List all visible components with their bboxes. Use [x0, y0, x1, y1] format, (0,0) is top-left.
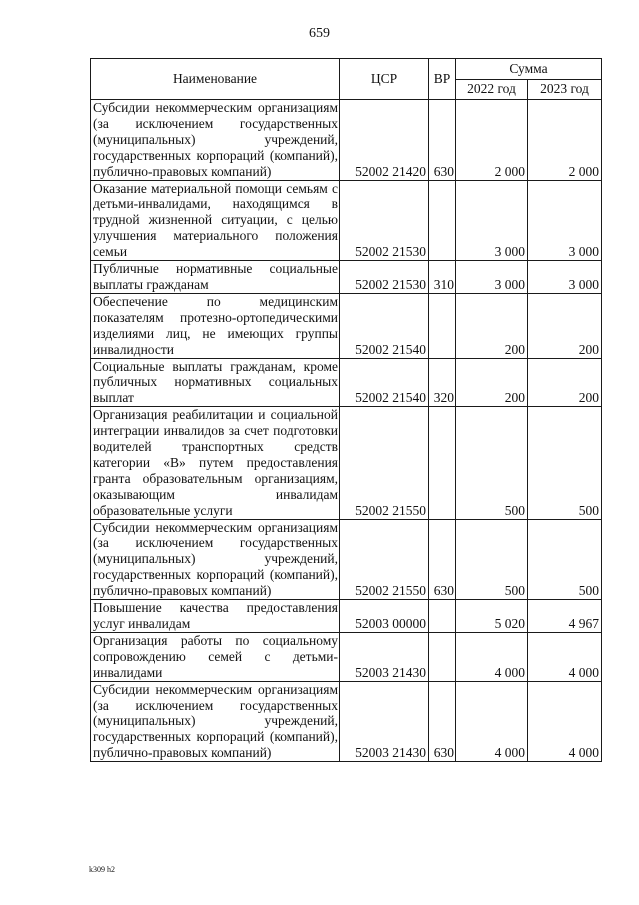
row-csr-cell: 52002 21420: [340, 100, 429, 181]
row-sum-2022-cell: 200: [456, 293, 528, 358]
row-vr-cell: [429, 600, 456, 633]
row-vr-cell: [429, 293, 456, 358]
row-sum-2023-cell: 3 000: [528, 180, 602, 261]
row-vr-cell: [429, 180, 456, 261]
table-row: [91, 293, 602, 358]
row-name-cell: Организация работы по социальному сопровождению семей с детьми-инвалидами: [91, 632, 340, 681]
row-name-cell: Публичные нормативные социальные выплаты гражданам: [91, 261, 340, 294]
table-row: [91, 100, 602, 181]
row-vr-cell: 320: [429, 358, 456, 407]
row-sum-2022-cell: 4 000: [456, 632, 528, 681]
row-csr-cell: 52002 21530: [340, 261, 429, 294]
table-row: [91, 519, 602, 600]
table-row: [91, 600, 602, 633]
header-name: Наименование: [91, 59, 340, 100]
row-name-cell: Повышение качества предоставления услуг инвалидам: [91, 600, 340, 633]
row-sum-2023-cell: 4 000: [528, 681, 602, 762]
table-row: [91, 358, 602, 407]
row-csr-cell: 52002 21540: [340, 358, 429, 407]
row-csr-cell: 52003 21430: [340, 681, 429, 762]
table-row: [91, 632, 602, 681]
row-name-cell: Субсидии некоммерческим организациям (за исключением государственных (муниципальных) учреждений, государственных корпораций (компаний), публично-правовых компаний): [91, 681, 340, 762]
row-sum-2023-cell: 200: [528, 358, 602, 407]
row-vr-cell: [429, 407, 456, 519]
row-sum-2023-cell: 500: [528, 519, 602, 600]
row-vr-cell: 630: [429, 681, 456, 762]
row-sum-2022-cell: 200: [456, 358, 528, 407]
row-csr-cell: 52002 21550: [340, 407, 429, 519]
row-csr-cell: 52002 21530: [340, 180, 429, 261]
row-sum-2022-cell: 3 000: [456, 261, 528, 294]
header-year-2022: 2022 год: [456, 79, 528, 100]
row-sum-2022-cell: 4 000: [456, 681, 528, 762]
row-name-cell: Субсидии некоммерческим организациям (за исключением государственных (муниципальных) учреждений, государственных корпораций (компаний), публично-правовых компаний): [91, 100, 340, 181]
row-name-cell: Социальные выплаты гражданам, кроме публичных нормативных социальных выплат: [91, 358, 340, 407]
table-row: [91, 180, 602, 261]
row-vr-cell: 630: [429, 519, 456, 600]
table-row: [91, 261, 602, 294]
row-sum-2023-cell: 200: [528, 293, 602, 358]
header-year-2023: 2023 год: [528, 79, 602, 100]
row-sum-2022-cell: 5 020: [456, 600, 528, 633]
row-csr-cell: 52002 21540: [340, 293, 429, 358]
header-sum: Сумма: [456, 59, 602, 80]
row-sum-2022-cell: 500: [456, 519, 528, 600]
budget-table: [90, 58, 602, 762]
header-csr: ЦСР: [340, 59, 429, 100]
row-csr-cell: 52002 21550: [340, 519, 429, 600]
row-name-cell: Субсидии некоммерческим организациям (за исключением государственных (муниципальных) учреждений, государственных корпораций (компаний), публично-правовых компаний): [91, 519, 340, 600]
row-name-cell: Обеспечение по медицинским показателям протезно-ортопедическими изделиями лиц, не имеющих группы инвалидности: [91, 293, 340, 358]
row-sum-2022-cell: 2 000: [456, 100, 528, 181]
row-csr-cell: 52003 00000: [340, 600, 429, 633]
row-csr-cell: 52003 21430: [340, 632, 429, 681]
table-row: [91, 681, 602, 762]
row-sum-2023-cell: 3 000: [528, 261, 602, 294]
row-sum-2022-cell: 3 000: [456, 180, 528, 261]
row-name-cell: Оказание материальной помощи семьям с детьми-инвалидами, находящимся в трудной жизненной ситуации, с целью улучшения материального положения семьи: [91, 180, 340, 261]
row-name-cell: Организация реабилитации и социальной интеграции инвалидов за счет подготовки водителей транспортных средств категории «В» путем предоставления гранта образовательным организациям, оказывающим инвалидам образовательные услуги: [91, 407, 340, 519]
row-vr-cell: [429, 632, 456, 681]
header-vr: ВР: [429, 59, 456, 100]
footer-code: k309 h2: [89, 865, 115, 874]
page-number: 659: [309, 26, 330, 41]
row-sum-2023-cell: 2 000: [528, 100, 602, 181]
row-sum-2023-cell: 4 000: [528, 632, 602, 681]
row-vr-cell: 310: [429, 261, 456, 294]
row-sum-2022-cell: 500: [456, 407, 528, 519]
table-row: [91, 407, 602, 519]
row-sum-2023-cell: 4 967: [528, 600, 602, 633]
row-vr-cell: 630: [429, 100, 456, 181]
row-sum-2023-cell: 500: [528, 407, 602, 519]
